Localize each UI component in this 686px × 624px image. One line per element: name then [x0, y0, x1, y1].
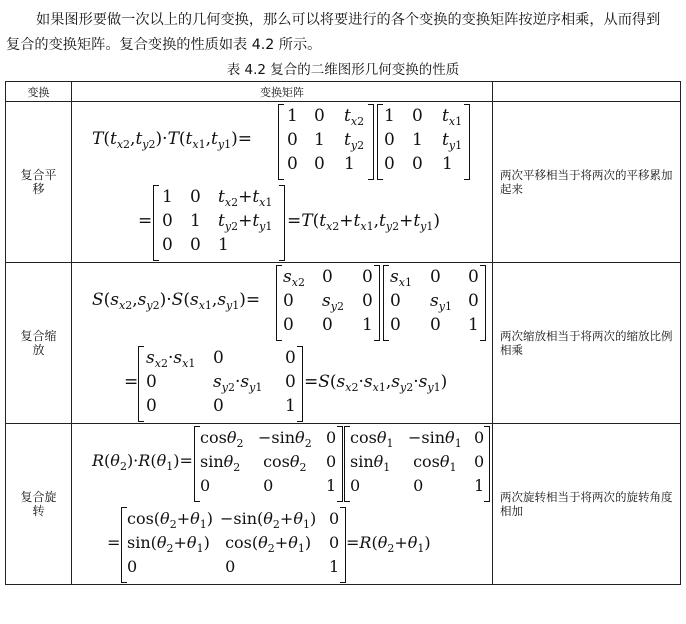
matrix-cell [72, 424, 493, 585]
table-caption: 表 4.2 复合的二维图形几何变换的性质 [226, 62, 460, 78]
row-name-text: 复合缩放 [20, 329, 57, 357]
table-row [6, 424, 681, 585]
table-row [6, 102, 681, 263]
header-description [493, 82, 681, 102]
row-name [6, 263, 72, 424]
row-description: 两次平移相当于将两次的平移累加起来 [493, 102, 681, 263]
intro-paragraph [6, 8, 680, 58]
row-name-text: 复合旋转 [20, 490, 57, 518]
translation-formula: $T(t_{x2},t_{y2})\cdot T(t_{x1},t_{y1})=$ 1 0 $t_{x2}$ 0 1 $t_{y2}$ 0 0 1 1 0 $t_{x1}$ 0 1 $t_{y1}$ 0 0 1 = 1 0 $t_{x2}+t_{x1}$ 0 1 $t_{y2}+t_{y1}$ 0 0 1 $=T(t_{x2}+t_{x1},t_{y2}+t_{y1})$ [72, 102, 492, 262]
composite-transform-table [5, 81, 681, 585]
rotation-formula: $R(\theta_2)\cdot R(\theta_1)=$ cosθ$_2$ −sinθ$_2$ 0 sinθ$_2$ cosθ$_2$ 0 0 0 1 cosθ$_1$ −sinθ$_1$ 0 sinθ$_1$ cosθ$_1$ 0 0 0 1 = $\cos(\theta_2+\theta_1)$ $-\sin(\theta_2+\theta_1)$ 0 $\sin(\theta_2+\theta_1)$ $\cos(\theta_2+\theta_1)$ 0 0 0 1 $=R(\theta_2+\theta_1)$ [72, 424, 492, 584]
table-row [6, 263, 681, 424]
scaling-formula: $S(s_{x2},s_{y2})\cdot S(s_{x1},s_{y1})=$ $s_{x2}$ 0 0 0 $s_{y2}$ 0 0 0 1 $s_{x1}$ 0 0 0 $s_{y1}$ 0 0 0 1 = $s_{x2}\cdot s_{x1}$ 0 0 0 $s_{y2}\cdot s_{y1}$ 0 0 0 1 $=S(s_{x2}\cdot s_{x1},s_{y2}\cdot s_{y1})$ [72, 263, 492, 423]
intro-line-1: 如果图形要做一次以上的几何变换，那么可以将要进行的各个变换的变换矩阵按逆序相乘，从而得到 [36, 12, 661, 28]
header-matrix: 变换矩阵 [72, 82, 493, 102]
row-name [6, 102, 72, 263]
table-header-row [6, 82, 681, 102]
intro-line-2: 复合的变换矩阵。复合变换的性质如表 4.2 所示。 [6, 37, 322, 53]
matrix-cell [72, 102, 493, 263]
header-transform: 变换 [6, 82, 72, 102]
row-description: 两次旋转相当于将两次的旋转角度相加 [493, 424, 681, 585]
row-name [6, 424, 72, 585]
row-name-text: 复合平移 [20, 168, 57, 196]
matrix-cell [72, 263, 493, 424]
row-description: 两次缩放相当于将两次的缩放比例相乘 [493, 263, 681, 424]
